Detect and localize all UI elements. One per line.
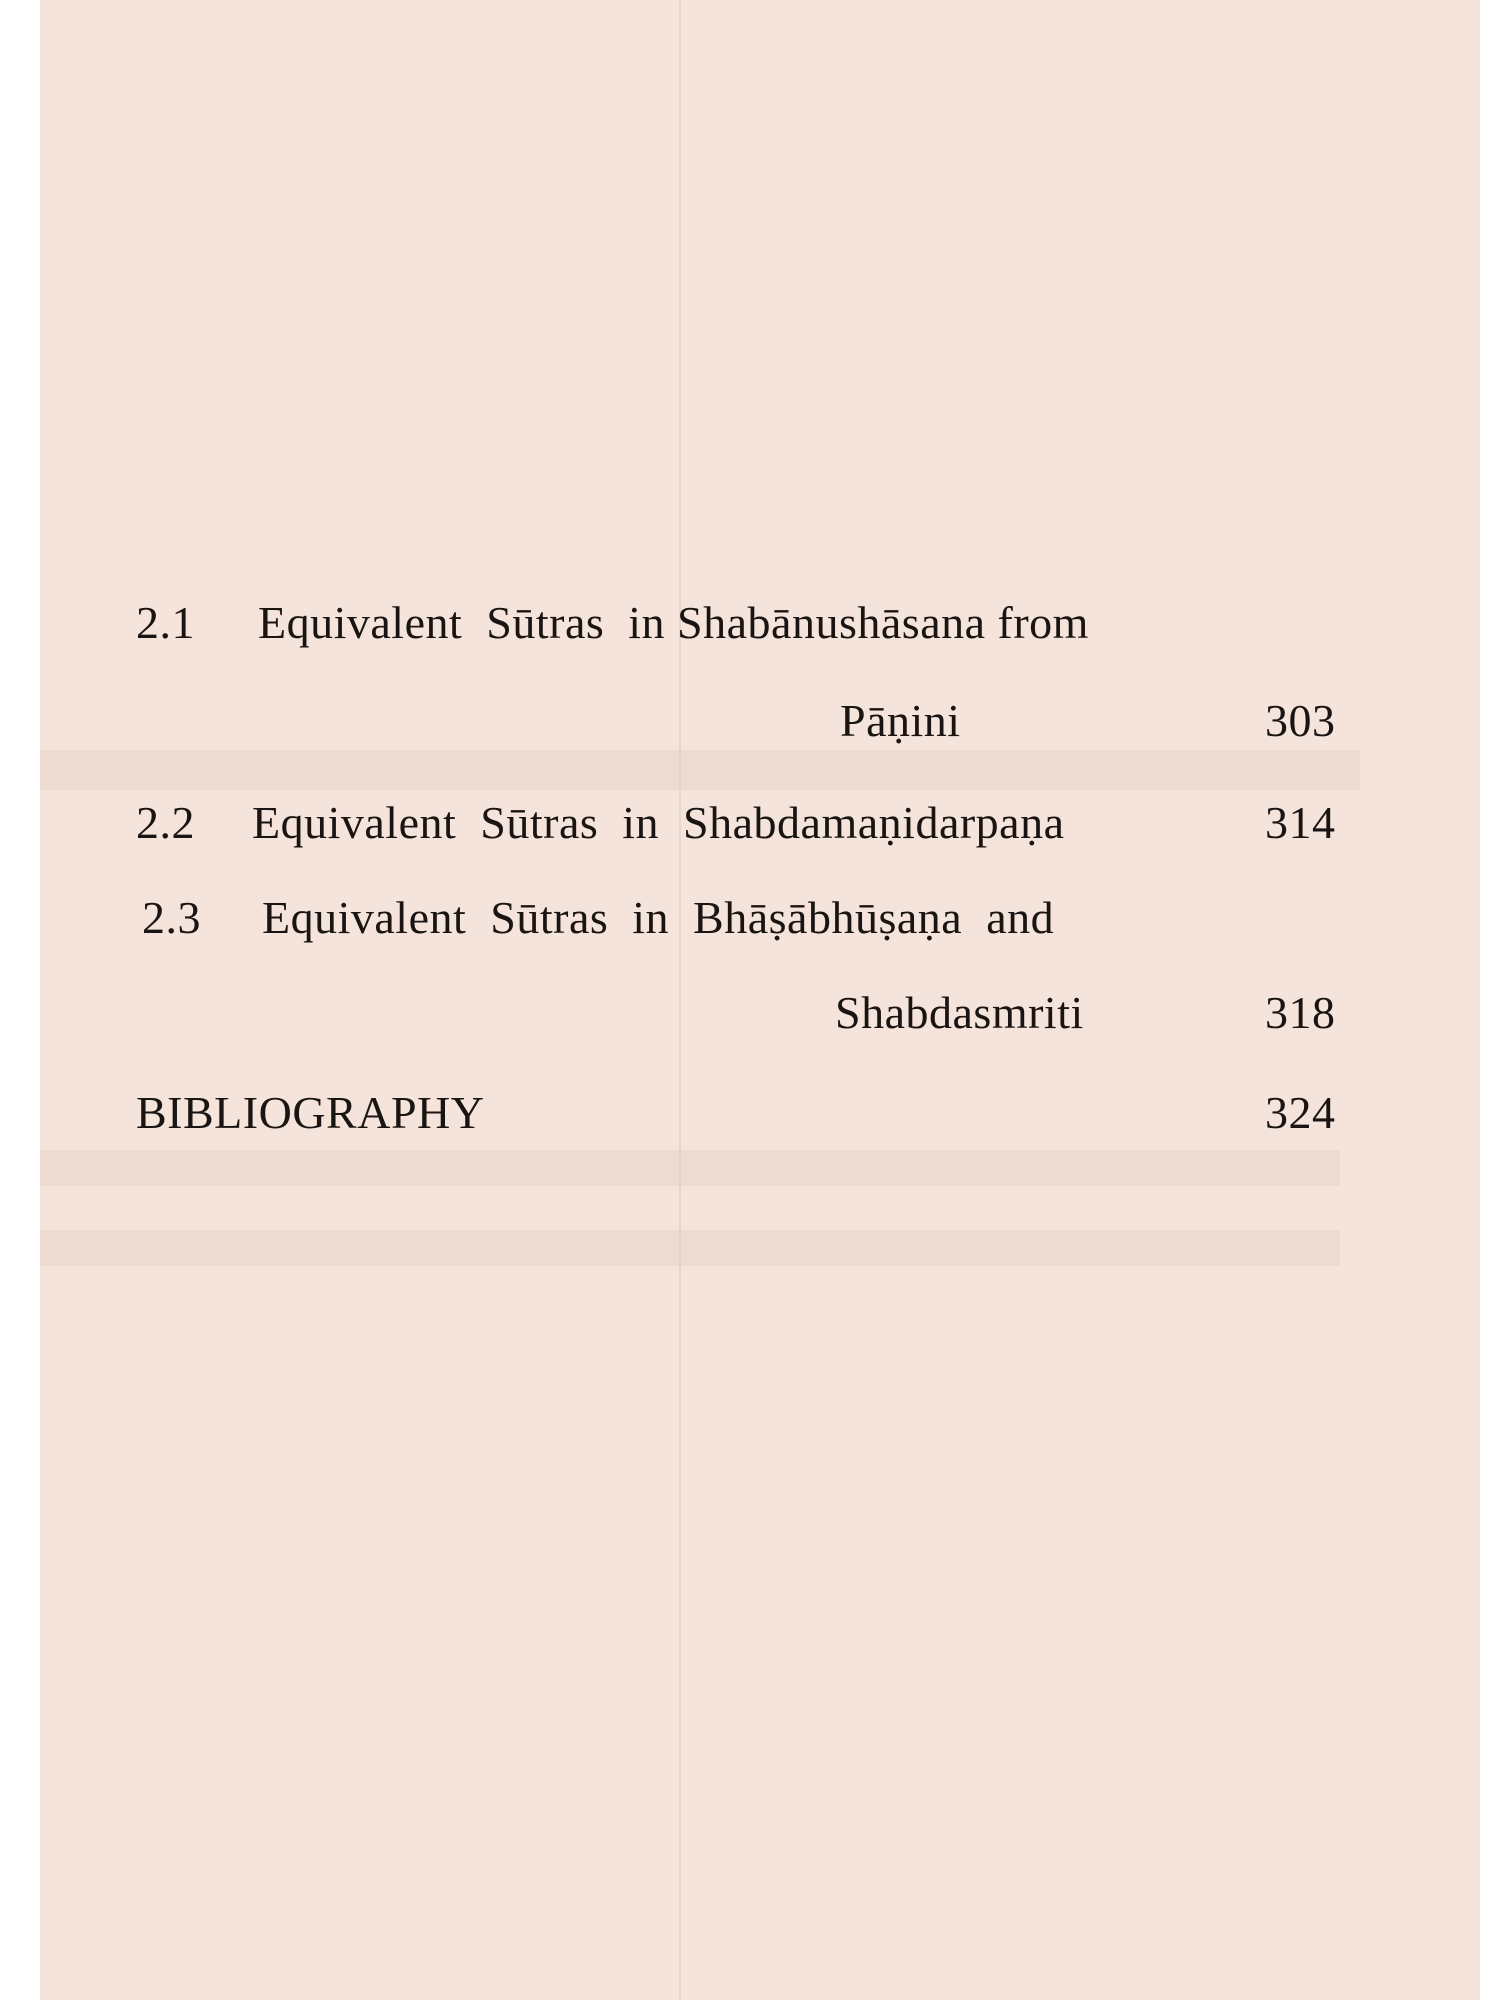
- book-page: [40, 0, 1480, 2000]
- entry-page-number: 314: [1265, 797, 1336, 848]
- entry-number: 2.1: [136, 597, 195, 648]
- entry-number: 2.3: [142, 892, 201, 943]
- entry-title-continuation: Shabdasmriti: [835, 987, 1084, 1038]
- entry-title: Equivalent Sūtras in Shabdamaṇidarpaṇa: [252, 797, 1065, 848]
- bibliography-heading: BIBLIOGRAPHY: [136, 1087, 485, 1138]
- entry-number: 2.2: [136, 797, 195, 848]
- entry-page-number: 318: [1265, 987, 1336, 1038]
- entry-title-continuation: Pāṇini: [840, 695, 961, 746]
- entry-title: Equivalent Sūtras in Bhāṣābhūṣaṇa and: [262, 892, 1055, 943]
- entry-title: Equivalent Sūtras in Shabānushāsana from: [258, 597, 1089, 648]
- entry-page-number: 303: [1265, 695, 1336, 746]
- entry-page-number: 324: [1265, 1087, 1336, 1138]
- show-through-texture: [40, 0, 1480, 2000]
